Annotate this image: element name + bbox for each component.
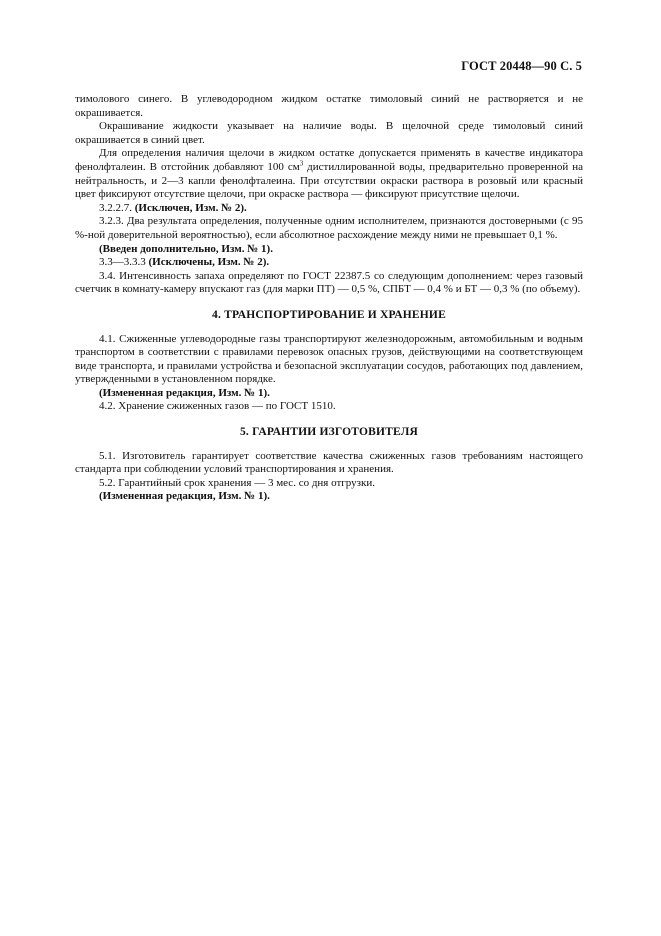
clause-number: 3.2.2.7. — [99, 201, 135, 214]
document-body — [75, 93, 583, 504]
alkali-text-part1: Для определения наличия щелочи в жидком остатке допускается применять в качестве индикатора фенолфталеин. В отстойник добавляют 100 см — [75, 147, 583, 173]
paragraph-3-3 — [75, 256, 583, 270]
amendment-note: (Исключен, Изм. № 2). — [134, 201, 247, 214]
amendment-note-introduced: (Введен дополнительно, Изм. № 1). — [99, 242, 273, 255]
paragraph-5-1: 5.1. Изготовитель гарантирует соответствие качества сжиженных газов требованиям настоящего стандарта при соблюдении условий транспортирования и хранения. — [75, 449, 583, 476]
amendment-note: (Исключены, Изм. № 2). — [148, 256, 270, 269]
paragraph-4-2: 4.2. Хранение сжиженных газов — по ГОСТ 1510. — [99, 400, 336, 413]
paragraph-3-4: 3.4. Интенсивность запаха определяют по ГОСТ 22387.5 со следующим дополнением: через газовый счетчик в комнату-камеру впускают газ (для марки ПТ) — 0,5 %, СПБТ — 0,4 % и БТ — 0,3 % (по объему). — [75, 269, 583, 296]
paragraph-5-2: 5.2. Гарантийный срок хранения — 3 мес. со дня отгрузки. — [99, 476, 375, 489]
superscript-cubic: 3 — [299, 159, 304, 168]
paragraph-water-indication: Окрашивание жидкости указывает на наличие воды. В щелочной среде тимоловый синий окрашивается в синий цвет. — [75, 120, 583, 146]
page-header: ГОСТ 20448—90 С. 5 — [461, 59, 582, 73]
paragraph-thymol-blue: тимолового синего. В углеводородном жидком остатке тимоловый синий не растворяется и не окрашивается. — [75, 93, 583, 119]
section-4-title: 4. ТРАНСПОРТИРОВАНИЕ И ХРАНЕНИЕ — [212, 308, 446, 321]
clause-number: 3.3—3.3.3 — [99, 256, 149, 269]
alkali-text-part2: дистиллированной воды, предварительно проверенной на нейтральность, и 2—3 капли фенолфталеина. При отсутствии окраски раствора в розовый или красный цвет фиксируют отсутствие щелочи, при окраске раствора — фиксируют присутствие щелочи. — [75, 160, 583, 201]
paragraph-3-2-2-7 — [75, 202, 583, 216]
amendment-note-changed: (Измененная редакция, Изм. № 1). — [99, 490, 270, 503]
paragraph-alkali-detection — [75, 147, 583, 201]
paragraph-4-1: 4.1. Сжиженные углеводородные газы транспортируют железнодорожным, автомобильным и водным транспортом в соответствии с правилами перевозок опасных грузов, действующими на соответствующем виде транспорта, и правилами устройства и безопасной эксплуатации сосудов, работающих под давлением, утвержденными в установленном порядке. — [75, 332, 583, 386]
paragraph-3-2-3: 3.2.3. Два результата определения, полученные одним исполнителем, признаются достоверными (с 95 %-ной доверительной вероятностью), если абсолютное расхождение между ними не превышает 0,1 %. — [75, 215, 583, 241]
amendment-note-changed: (Измененная редакция, Изм. № 1). — [99, 386, 270, 399]
section-5-title: 5. ГАРАНТИИ ИЗГОТОВИТЕЛЯ — [239, 426, 419, 439]
